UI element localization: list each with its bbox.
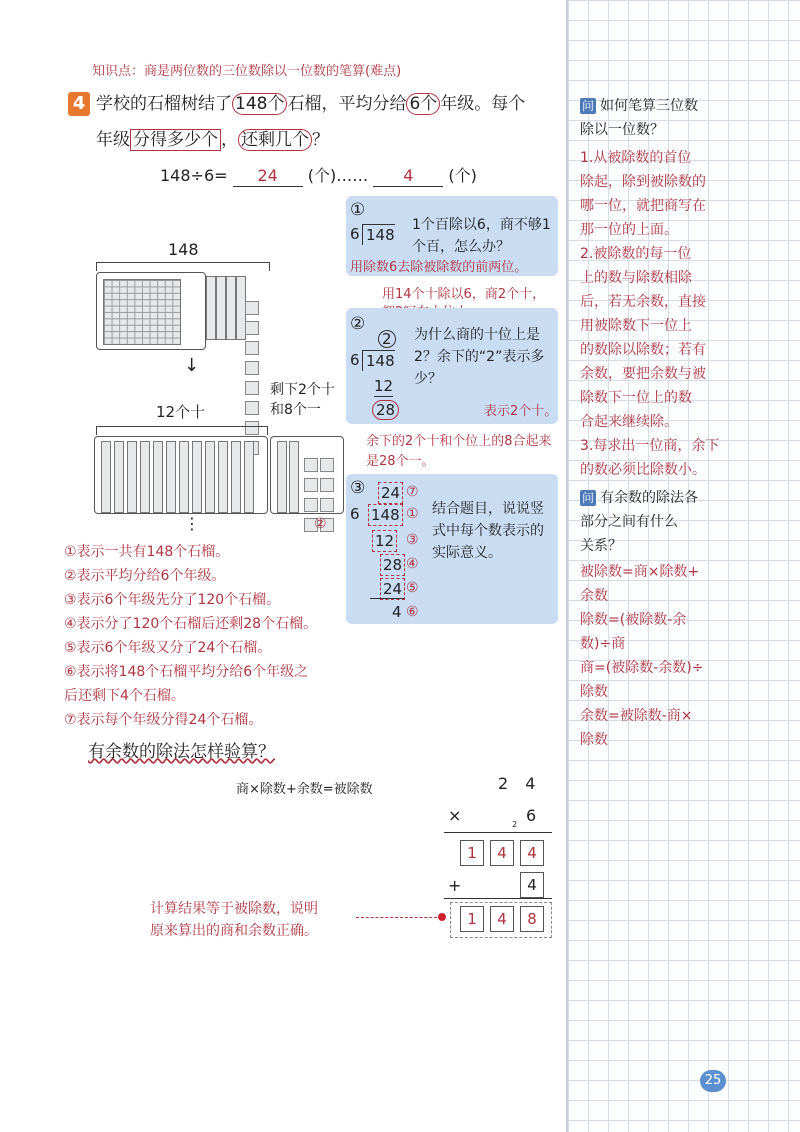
question-icon: 问 bbox=[581, 491, 594, 505]
plus-sign: + bbox=[448, 876, 462, 895]
check-top: 2 4 bbox=[498, 774, 542, 793]
step-2-dividend: 148 bbox=[362, 350, 395, 371]
side-q-line: 关系？ bbox=[580, 538, 622, 554]
side-a-line: 数)÷商 bbox=[580, 636, 626, 652]
result-cell: 4 bbox=[490, 906, 514, 932]
step-2-quotient-2: 2 bbox=[378, 330, 396, 348]
carry-digit: 2 bbox=[512, 820, 518, 829]
tens-group-frame bbox=[94, 436, 268, 514]
side-a-line: 除数 bbox=[580, 684, 608, 700]
meaning-item: ③表示6个年级先分了120个石榴。 bbox=[64, 592, 281, 608]
check-rule-2 bbox=[444, 898, 552, 899]
model-total: 148 bbox=[168, 240, 199, 259]
step-3-dividend: 148 bbox=[368, 504, 403, 526]
hundred-flat bbox=[103, 279, 181, 345]
meaning-item: ⑥表示将148个石榴平均分给6个年级之 bbox=[64, 664, 309, 680]
side-q-line: 如何笔算三位数 bbox=[600, 98, 698, 114]
check-rule-1 bbox=[444, 832, 552, 833]
side-question-2 bbox=[580, 486, 698, 558]
step-1-divisor: 6 bbox=[350, 225, 360, 243]
mark-3: ③ bbox=[406, 532, 419, 548]
problem-text: ， bbox=[221, 130, 238, 150]
problem-text: 石榴，平均分给 bbox=[287, 94, 407, 114]
side-a-line: 余数=被除数-商× bbox=[580, 708, 693, 724]
side-a-line: 1.从被除数的首位 bbox=[580, 150, 692, 166]
side-a-line: 除数 bbox=[580, 732, 608, 748]
side-answer-2 bbox=[580, 560, 703, 752]
step-3-text: 结合题目，说说竖式中每个数表示的实际意义。 bbox=[432, 501, 544, 561]
tens-brace bbox=[96, 426, 268, 435]
problem-number-badge: 4 bbox=[68, 92, 90, 116]
page-number: 25 bbox=[700, 1070, 726, 1092]
meanings-list bbox=[64, 540, 317, 732]
tens-rods bbox=[206, 276, 246, 346]
meaning-item: ④表示分了120个石榴后还剩28个石榴。 bbox=[64, 616, 318, 632]
side-a-line: 那一位的上面。 bbox=[580, 222, 678, 238]
step-2-note: 用14个十除以6，商2个十， bbox=[382, 287, 546, 302]
step-3-12: 12 bbox=[372, 530, 397, 552]
check-title: 有余数的除法怎样验算？ bbox=[88, 742, 275, 762]
step-2-note-2: 表示2个十。 bbox=[484, 404, 558, 419]
meaning-item: ⑦表示每个年级分得24个石榴。 bbox=[64, 712, 263, 728]
equation-expr: 148÷6= bbox=[160, 166, 228, 185]
problem-line-1 bbox=[96, 94, 525, 114]
side-a-line: 除数=(被除数-余 bbox=[580, 612, 687, 628]
mark-4: ④ bbox=[406, 556, 419, 572]
problem-text: 年级 bbox=[96, 130, 130, 150]
leftover-label: 剩下2个十和8个一 bbox=[270, 382, 335, 418]
problem-line-2 bbox=[96, 130, 329, 150]
step-3-remainder: 4 bbox=[392, 603, 402, 621]
step-2-label: ② bbox=[350, 314, 366, 334]
step-2-28: 28 bbox=[372, 400, 399, 420]
side-a-line: 用被除数下一位上 bbox=[580, 318, 692, 334]
side-a-line: 2.被除数的每一位 bbox=[580, 246, 692, 262]
side-q-line: 除以一位数？ bbox=[580, 122, 664, 138]
step-1-note: 用除数6去除被除数的前两位。 bbox=[350, 260, 528, 275]
result-cell: 1 bbox=[460, 906, 484, 932]
equation-unit: (个)…… bbox=[307, 166, 369, 185]
equation bbox=[160, 166, 477, 187]
side-a-line: 商=(被除数-余数)÷ bbox=[580, 660, 704, 676]
step-1-text: 1个百除以6，商不够1个百，怎么办？ bbox=[412, 217, 551, 255]
product-cell: 1 bbox=[460, 840, 484, 866]
check-note bbox=[150, 898, 318, 942]
side-a-line: 余数 bbox=[580, 588, 608, 604]
model-brace bbox=[96, 262, 270, 271]
side-a-line: 的数必须比除数小。 bbox=[580, 462, 706, 478]
step-3-rule bbox=[370, 598, 404, 599]
group-tens-label: 12个十 bbox=[156, 403, 206, 421]
side-a-line: 被除数=商×除数+ bbox=[580, 564, 700, 580]
step-2-after: 余下的2个十和个位上的8合起来是28个一。 bbox=[366, 434, 552, 469]
side-question-1 bbox=[580, 94, 698, 142]
question-1-box: 分得多少个 bbox=[130, 129, 221, 151]
pointer-arrow bbox=[356, 917, 442, 918]
side-a-line: 哪一位，就把商写在 bbox=[580, 198, 706, 214]
remainder-answer: 4 bbox=[373, 166, 443, 187]
mark-7: ⑦ bbox=[406, 484, 419, 500]
side-a-line: 余数，要把余数与被 bbox=[580, 366, 706, 382]
side-a-line: 3.每求出一位商，余下 bbox=[580, 438, 720, 454]
step-2-12: 12 bbox=[374, 377, 394, 395]
leftover-frame bbox=[270, 436, 344, 514]
check-note-line: 计算结果等于被除数，说明 bbox=[150, 901, 318, 917]
meaning-item: ⑤表示6个年级又分了24个石榴。 bbox=[64, 640, 272, 656]
circled-6: 6个 bbox=[406, 93, 440, 115]
circled-148: 148个 bbox=[232, 93, 287, 115]
result-cell: 8 bbox=[520, 906, 544, 932]
equation-unit: (个) bbox=[448, 166, 477, 185]
step-3-label: ③ bbox=[350, 478, 366, 498]
quotient-answer: 24 bbox=[233, 166, 303, 187]
meaning-item: ②表示平均分给6个年级。 bbox=[64, 568, 226, 584]
step-1-dividend: 148 bbox=[362, 224, 395, 245]
meaning-item: 后还剩下4个石榴。 bbox=[64, 688, 185, 704]
step-3-28: 28 bbox=[380, 554, 405, 576]
addend-cell: 4 bbox=[520, 872, 544, 898]
mark-2: ② bbox=[314, 516, 327, 532]
continuation-dots: ⋮ bbox=[184, 514, 200, 533]
step-3-24: 24 bbox=[380, 578, 405, 600]
side-a-line: 合起来继续除。 bbox=[580, 414, 678, 430]
knowledge-point: 知识点：商是两位数的三位数除以一位数的笔算(难点) bbox=[92, 64, 402, 79]
side-a-line: 上的数与除数相除 bbox=[580, 270, 692, 286]
step-2-divisor: 6 bbox=[350, 351, 360, 369]
check-multiplier: 6 bbox=[526, 806, 537, 825]
mark-6: ⑥ bbox=[406, 604, 419, 620]
problem-text: 年级。每个 bbox=[440, 94, 526, 114]
meaning-item: ①表示一共有148个石榴。 bbox=[64, 544, 230, 560]
step-3-divisor: 6 bbox=[350, 505, 360, 523]
side-a-line: 除数下一位上的数 bbox=[580, 390, 692, 406]
problem-text: ？ bbox=[312, 130, 329, 150]
side-panel bbox=[566, 0, 800, 1132]
product-cell: 4 bbox=[520, 840, 544, 866]
step-1-label: ① bbox=[350, 200, 366, 220]
pointer-dot bbox=[438, 913, 446, 921]
check-note-line: 原来算出的商和余数正确。 bbox=[150, 923, 318, 939]
hundred-block-frame bbox=[96, 272, 206, 350]
side-answer-1 bbox=[580, 146, 719, 482]
side-q-line: 部分之间有什么 bbox=[580, 514, 678, 530]
arrow-down-icon: ↓ bbox=[184, 355, 200, 376]
side-a-line: 除起，除到被除数的 bbox=[580, 174, 706, 190]
step-3-quotient: 24 bbox=[378, 482, 403, 504]
times-sign: × bbox=[448, 806, 462, 825]
side-q-line: 有余数的除法各 bbox=[600, 490, 698, 506]
side-a-line: 后，若无余数，直接 bbox=[580, 294, 706, 310]
question-icon: 问 bbox=[581, 99, 594, 113]
step-2-text: 为什么商的十位上是2？余下的“2”表示多少？ bbox=[414, 327, 545, 387]
question-2-ring: 还剩几个 bbox=[238, 129, 312, 151]
problem-text: 学校的石榴树结了 bbox=[96, 94, 232, 114]
mark-5: ⑤ bbox=[406, 580, 419, 596]
side-a-line: 的数除以除数；若有 bbox=[580, 342, 706, 358]
mark-1: ① bbox=[406, 506, 419, 522]
check-formula: 商×除数+余数=被除数 bbox=[236, 782, 373, 797]
product-cell: 4 bbox=[490, 840, 514, 866]
